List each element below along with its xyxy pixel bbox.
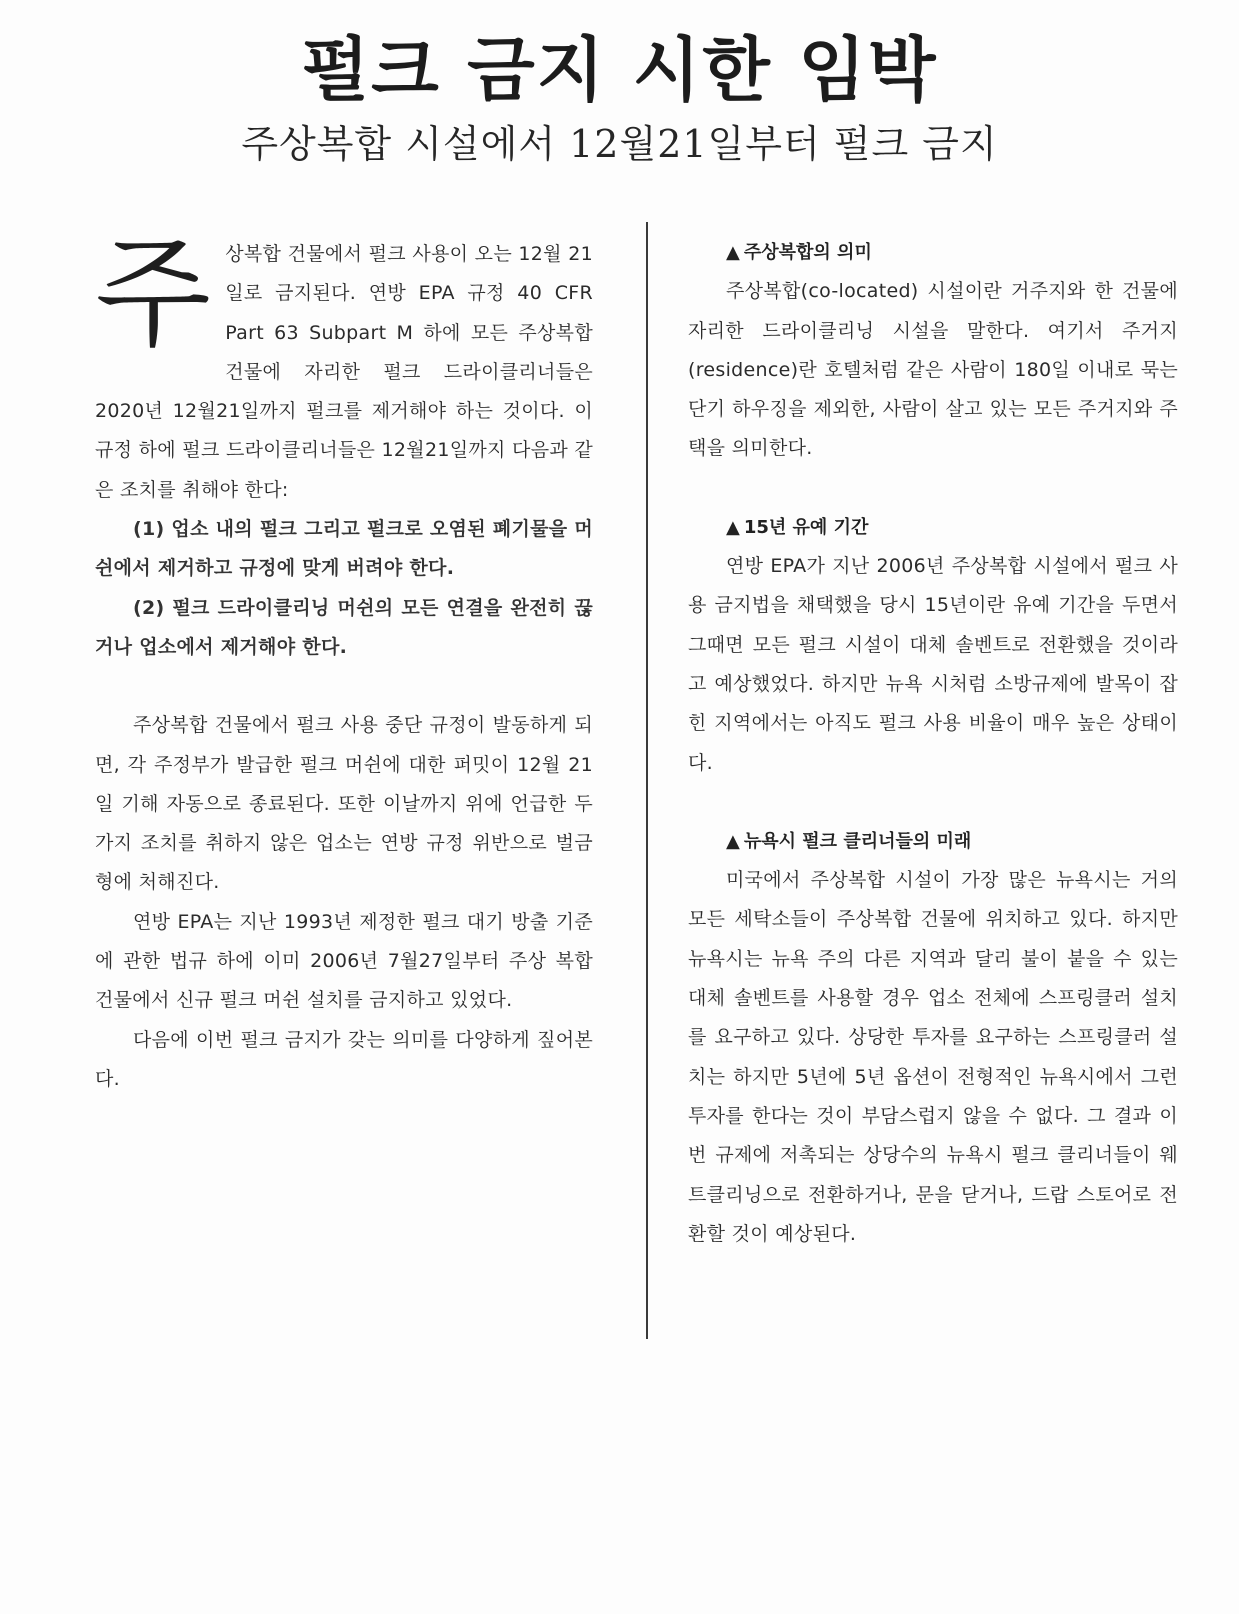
section-body-nyc-future: 미국에서 주상복합 시설이 가장 많은 뉴욕시는 거의 모든 세탁소들이 주상복합 건물에 위치하고 있다. 하지만 뉴욕시는 뉴욕 주의 다른 지역과 달리 불이 붙을 수 있는 대체 솔벤트를 사용할 경우 업소 전체에 스프링클러 설치를 요구하고 있다. 상당한 투자를 요구하는 스프링클러 설치는 하지만 5년에 5년 옵션이 전형적인 뉴욕시에서 그런 투자를 한다는 것이 부담스럽지 않을 수 없다. 그 결과 이번 규제에 저촉되는 상당수의 뉴욕시 펄크 클리너들이 웨트클리닝으로 전환하거나, 문을 닫거나, 드랍 스토어로 전환할 것이 예상된다. [688,869,1178,1245]
section-body-meaning: 주상복합(co-located) 시설이란 거주지와 한 건물에 자리한 드라이클리닝 시설을 말한다. 여기서 주거지(residence)란 호텔처럼 같은 사람이 180일 이내로 묵는 단기 하우징을 제외한, 사람이 살고 있는 모든 주거지와 주택을 의미한다. [688,280,1178,460]
section-heading-text: 주상복합의 의미 [743,242,872,263]
paragraph-spacer [95,667,593,706]
paragraph-outlook: 다음에 이번 펄크 금지가 갖는 의미를 다양하게 짚어본다. [95,1028,593,1090]
section-body-grace-period: 연방 EPA가 지난 2006년 주상복합 시설에서 펄크 사용 금지법을 채택했을 당시 15년이란 유예 기간을 두면서 그때면 모든 펄크 시설이 대체 솔벤트로 전환했을 것이라고 예상했었다. 하지만 뉴욕 시처럼 소방규제에 발목이 잡힌 지역에서는 아직도 펄크 사용 비율이 매우 높은 상태이다. [688,555,1178,774]
triangle-icon: ▲ [726,516,740,538]
page-title: 펄크 금지 시한 임박 [301,29,938,111]
intro-paragraph [95,225,593,510]
section-heading-text: 뉴욕시 펄크 클리너들의 미래 [743,830,972,852]
triangle-icon: ▲ [726,830,740,852]
page-subtitle: 주상복합 시설에서 12월21일부터 펄크 금지 [241,122,998,166]
paragraph-epa-1993: 연방 EPA는 지난 1993년 제정한 펄크 대기 방출 기준에 관한 법규 하에 이미 2006년 7월27일부터 주상 복합 건물에서 신규 펄크 머쉰 설치를 금지하고 있었다. [95,910,593,1012]
list-item-1: (1) 업소 내의 펄크 그리고 펄크로 오염된 폐기물을 머쉰에서 제거하고 규정에 맞게 버려야 한다. [95,518,593,580]
drop-cap: 주 [95,225,212,364]
section-spacer [688,469,1178,508]
section-heading-grace-period [688,508,1178,547]
section-heading-nyc-future [688,822,1178,861]
triangle-icon: ▲ [726,242,740,263]
left-column [95,225,593,1099]
intro-text: 상복합 건물에서 펄크 사용이 오는 12월 21일로 금지된다. 연방 EPA 규정 40 CFR Part 63 Subpart M 하에 모든 주상복합 건물에 자리한 펄크 드라이클리너들은 2020년 12월21일까지 펄크를 제거해야 하는 것이다. 이 규정 하에 펄크 드라이클리너들은 12월21일까지 다음과 같은 조치를 취해야 한다: [95,243,593,501]
column-divider [646,222,648,1339]
section-heading-meaning [688,233,1178,272]
section-spacer [688,783,1178,822]
right-column [688,233,1178,1254]
list-item-2: (2) 펄크 드라이클리닝 머쉰의 모든 연결을 완전히 끊거나 업소에서 제거해야 한다. [95,596,593,658]
section-heading-text: 15년 유예 기간 [743,516,869,538]
paragraph-permit: 주상복합 건물에서 펄크 사용 중단 규정이 발동하게 되면, 각 주정부가 발급한 펄크 머쉰에 대한 퍼밋이 12월 21일 기해 자동으로 종료된다. 또한 이날까지 위에 언급한 두 가지 조치를 취하지 않은 업소는 연방 규정 위반으로 벌금형에 처해진다. [95,714,593,894]
